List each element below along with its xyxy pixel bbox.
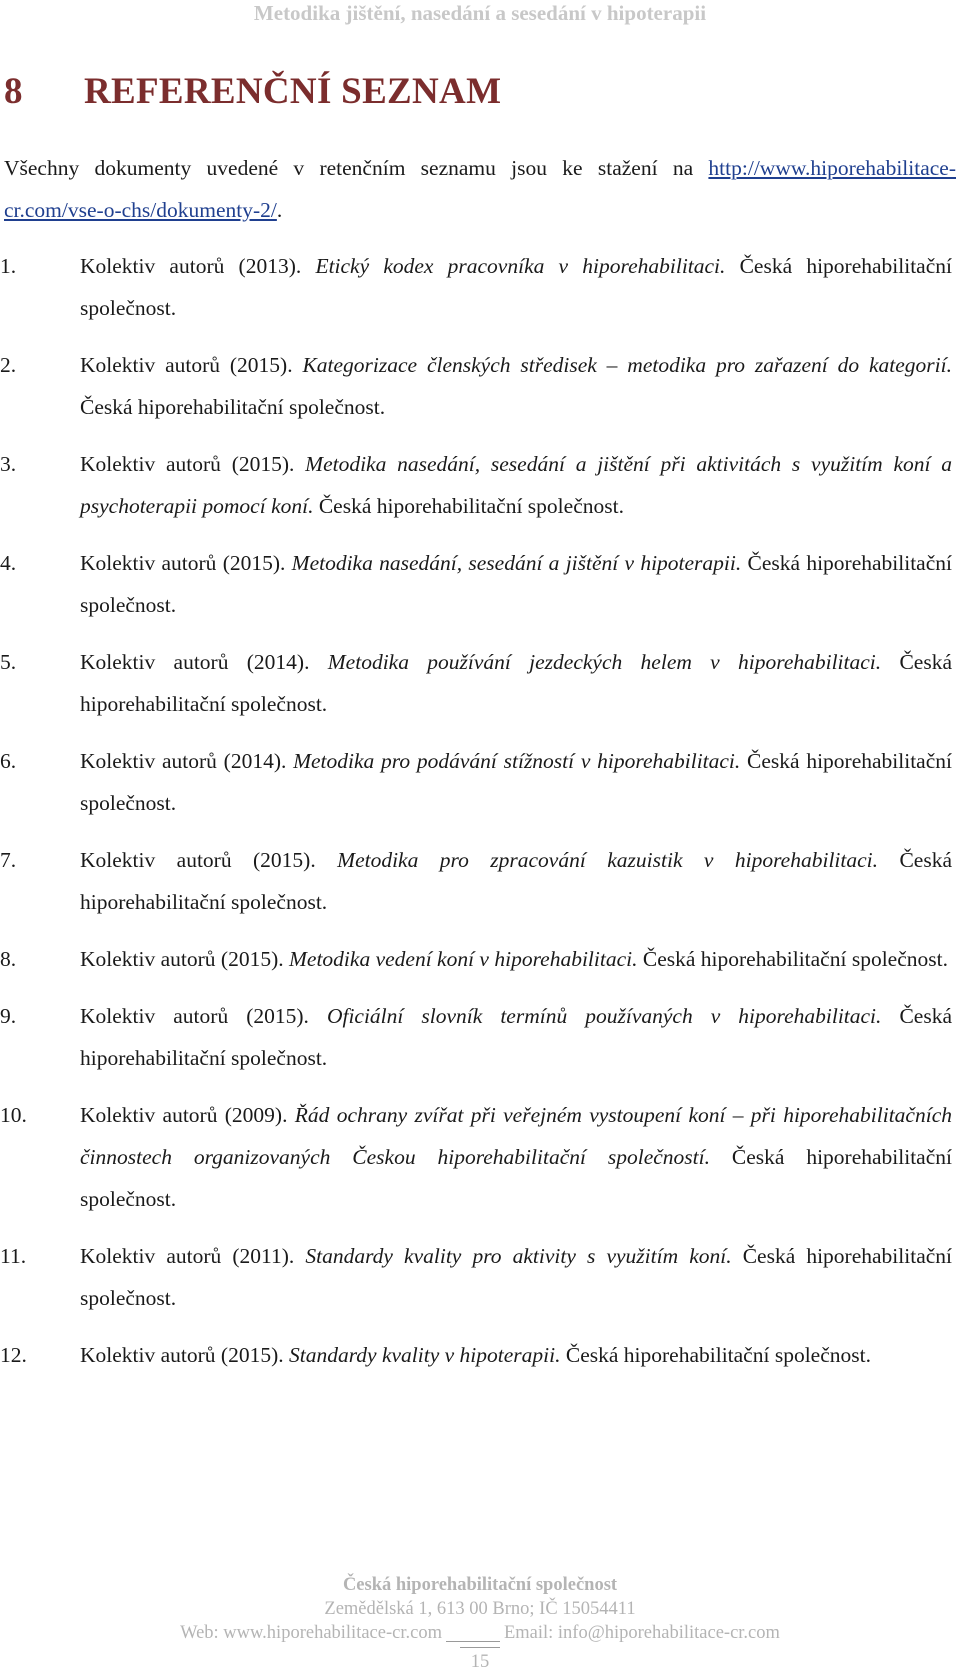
reference-publisher: Česká hiporehabilitační společnost. xyxy=(560,1343,871,1367)
reference-publisher: Česká hiporehabilitační společnost. xyxy=(80,848,952,914)
reference-number: 4. xyxy=(0,551,17,575)
reference-authors: Kolektiv autorů (2015). xyxy=(80,353,303,377)
footer-separator xyxy=(446,1641,500,1642)
chapter-number: 8 xyxy=(4,71,23,112)
reference-item xyxy=(0,938,952,980)
reference-publisher: Česká hiporehabilitační společnost. xyxy=(313,494,624,518)
reference-publisher: Česká hiporehabilitační společnost. xyxy=(80,650,952,716)
reference-title: Metodika nasedání, sesedání a jištění při aktivitách s využitím koní a psychoterapii pomocí koní. xyxy=(80,452,952,518)
reference-item xyxy=(0,641,952,725)
reference-number: 7. xyxy=(0,848,17,872)
reference-item xyxy=(0,1334,952,1376)
reference-item xyxy=(0,995,952,1079)
page-footer xyxy=(0,1573,960,1674)
reference-publisher: Česká hiporehabilitační společnost. xyxy=(80,1244,953,1310)
reference-item xyxy=(0,542,952,626)
reference-authors: Kolektiv autorů (2011). xyxy=(80,1244,306,1268)
reference-number: 9. xyxy=(0,1004,17,1028)
reference-authors: Kolektiv autorů (2014). xyxy=(80,749,294,773)
running-header-title: Metodika jištění, nasedání a sesedání v hipoterapii xyxy=(253,1,707,25)
intro-after-link: . xyxy=(276,198,283,222)
reference-item xyxy=(0,1094,952,1220)
reference-title: Metodika nasedání, sesedání a jištění v hipoterapii. xyxy=(291,551,742,575)
reference-authors: Kolektiv autorů (2015). xyxy=(80,1004,327,1028)
reference-item xyxy=(0,245,952,329)
reference-number: 5. xyxy=(0,650,17,674)
reference-publisher: Česká hiporehabilitační společnost. xyxy=(80,395,386,419)
footer-organization: Česká hiporehabilitační společnost xyxy=(342,1575,618,1595)
reference-title: Etický kodex pracovníka v hiporehabilitaci. xyxy=(315,254,726,278)
reference-number: 1. xyxy=(0,254,17,278)
footer-contact-line xyxy=(0,1621,960,1645)
reference-title: Kategorizace členských středisek – metodika pro zařazení do kategorií. xyxy=(302,353,952,377)
chapter-title: REFERENČNÍ SEZNAM xyxy=(84,71,502,112)
reference-item xyxy=(0,443,952,527)
reference-publisher: Česká hiporehabilitační společnost. xyxy=(80,1145,952,1211)
reference-number: 6. xyxy=(0,749,17,773)
reference-publisher: Česká hiporehabilitační společnost. xyxy=(80,1004,952,1070)
reference-title: Metodika pro podávání stížností v hiporehabilitaci. xyxy=(293,749,741,773)
reference-list xyxy=(0,245,952,1391)
reference-authors: Kolektiv autorů (2015). xyxy=(80,947,289,971)
reference-publisher: Česká hiporehabilitační společnost. xyxy=(80,749,952,815)
reference-number: 2. xyxy=(0,353,17,377)
reference-authors: Kolektiv autorů (2015). xyxy=(80,1343,289,1367)
reference-number: 8. xyxy=(0,947,17,971)
reference-publisher: Česká hiporehabilitační společnost. xyxy=(80,254,952,320)
running-header xyxy=(0,0,960,26)
reference-item xyxy=(0,344,952,428)
documents-link[interactable]: http://www.hiporehabilitace-cr.com/vse-o-chs/dokumenty-2/ xyxy=(4,156,956,222)
reference-publisher: Česká hiporehabilitační společnost. xyxy=(637,947,948,971)
reference-number: 3. xyxy=(0,452,17,476)
reference-authors: Kolektiv autorů (2014). xyxy=(80,650,328,674)
reference-title: Standardy kvality v hipoterapii. xyxy=(289,1343,561,1367)
reference-number: 12. xyxy=(0,1343,27,1367)
reference-number: 11. xyxy=(0,1244,27,1268)
reference-title: Řád ochrany zvířat při veřejném vystoupení koní – při hiporehabilitačních činnostech organizovaných Českou hiporehabilitační společností. xyxy=(80,1103,952,1169)
reference-item xyxy=(0,1235,952,1319)
reference-title: Standardy kvality pro aktivity s využitím koní. xyxy=(305,1244,732,1268)
intro-paragraph xyxy=(4,147,956,231)
footer-email[interactable]: Email: info@hiporehabilitace-cr.com xyxy=(503,1623,780,1643)
chapter-heading xyxy=(4,70,501,113)
page-number: 15 xyxy=(460,1647,500,1674)
footer-web[interactable]: Web: www.hiporehabilitace-cr.com xyxy=(180,1623,442,1643)
reference-authors: Kolektiv autorů (2015). xyxy=(80,452,306,476)
reference-authors: Kolektiv autorů (2015). xyxy=(80,551,292,575)
reference-authors: Kolektiv autorů (2013). xyxy=(80,254,316,278)
reference-item xyxy=(0,740,952,824)
reference-title: Metodika používání jezdeckých helem v hiporehabilitaci. xyxy=(327,650,882,674)
reference-number: 10. xyxy=(0,1103,27,1127)
reference-title: Metodika pro zpracování kazuistik v hiporehabilitaci. xyxy=(337,848,879,872)
reference-title: Oficiální slovník termínů používaných v hiporehabilitaci. xyxy=(326,1004,882,1028)
reference-authors: Kolektiv autorů (2015). xyxy=(80,848,338,872)
footer-address: Zemědělská 1, 613 00 Brno; IČ 15054411 xyxy=(324,1599,636,1619)
reference-title: Metodika vedení koní v hiporehabilitaci. xyxy=(289,947,638,971)
reference-item xyxy=(0,839,952,923)
intro-text: Všechny dokumenty uvedené v retenčním seznamu jsou ke stažení na xyxy=(4,156,694,180)
reference-publisher: Česká hiporehabilitační společnost. xyxy=(80,551,952,617)
reference-authors: Kolektiv autorů (2009). xyxy=(80,1103,295,1127)
